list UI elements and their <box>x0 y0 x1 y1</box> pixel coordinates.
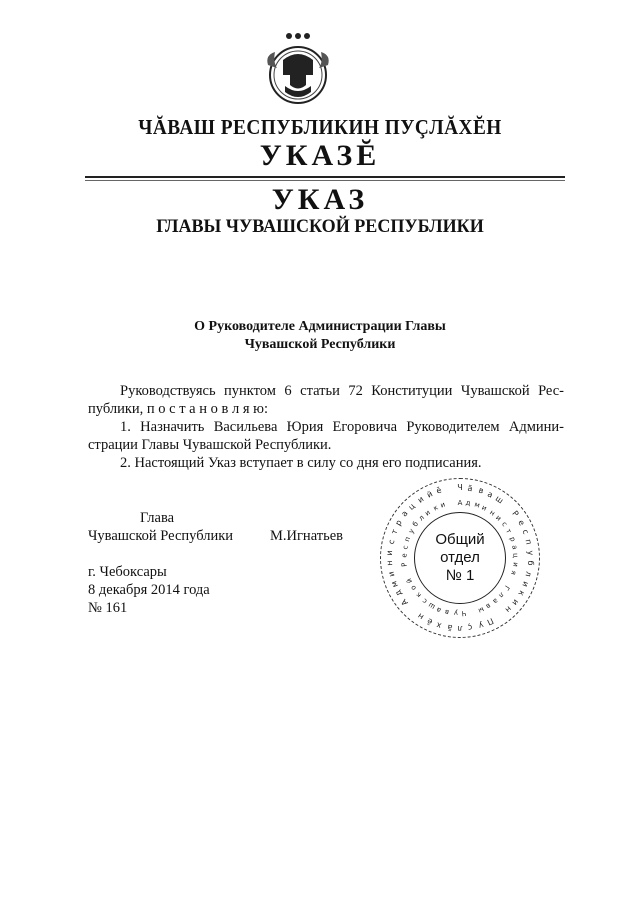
stamp-ring-char: р <box>393 518 405 528</box>
stamp-ring-char: д <box>393 588 405 598</box>
stamp-ring-char: п <box>523 538 534 546</box>
stamp-ring-char: и <box>509 597 521 607</box>
stamp-ring-char: ĕ <box>425 616 434 627</box>
stamp-center-line: Общий <box>435 531 485 548</box>
document-title-line: Чувашской Республики <box>244 337 396 352</box>
body-line: 1. Назначить Васильева Юрия Егоровича Руководителем Админи- <box>120 419 564 435</box>
stamp-ring-char: ц <box>511 553 520 559</box>
stamp-ring-char: л <box>496 590 506 600</box>
stamp-ring-char: А <box>457 498 463 507</box>
stamp-ring-char: н <box>487 507 497 518</box>
stamp-ring-char: м <box>389 579 400 589</box>
stamp-ring-char: и <box>415 494 425 505</box>
stamp-ring-char: и <box>494 513 503 523</box>
stamp-ring-char: к <box>431 503 440 513</box>
stamp-ring-char: р <box>507 535 517 543</box>
stamp-ring-char: с <box>420 596 429 606</box>
stamp-ring-char: ш <box>426 600 437 611</box>
stamp-ring-char: с <box>499 520 509 529</box>
stamp-ring-char: у <box>453 609 459 618</box>
stamp-ring-char: а <box>435 604 443 614</box>
stamp-ring-char: и <box>439 500 447 510</box>
signature-city: г. Чебоксары <box>88 564 167 580</box>
stamp-ring-char: ш <box>494 493 506 506</box>
stamp-ring-char: т <box>504 527 514 536</box>
stamp-ring-char: л <box>457 624 463 633</box>
stamp-ring-char: Р <box>400 561 410 567</box>
stamp-ring-char: и <box>385 549 395 556</box>
stamp-ring-char: с <box>386 539 397 546</box>
stamp-ring-char: в <box>477 485 485 496</box>
stamp-ring-char: а <box>510 544 519 551</box>
stamp-ring-char: н <box>502 604 513 615</box>
stamp-ring-char: ă <box>467 483 474 494</box>
stamp-ring-char: й <box>425 489 434 500</box>
stamp-ring-char: а <box>486 489 495 500</box>
header-chuvash-title: УКАЗĔ <box>259 139 381 172</box>
stamp-ring-char: и <box>423 508 433 518</box>
stamp-ring-char: л <box>417 513 426 523</box>
stamp-ring-char: с <box>401 544 410 551</box>
header-chuvash-line: ЧĂВАШ РЕСПУБЛИКИН ПУÇЛĂХĔН <box>138 115 502 139</box>
header-divider <box>85 176 565 178</box>
stamp-ring-char: ы <box>476 604 485 615</box>
document-title <box>0 318 640 354</box>
stamp-ring-char: Ч <box>461 609 467 618</box>
signature-date: 8 декабря 2014 года <box>88 582 210 598</box>
coat-of-arms-emblem <box>263 30 333 110</box>
stamp-ring-char: и <box>520 579 531 588</box>
header-divider-thin <box>85 180 565 181</box>
stamp-ring-char: д <box>465 498 472 508</box>
stamp-ring-char: Г <box>502 584 512 593</box>
document-title-line: О Руководителе Администрации Главы <box>194 319 446 334</box>
stamp-ring-char: ĕ <box>435 485 443 496</box>
stamp-ring-char: е <box>515 518 527 528</box>
header-russian-title: УКАЗ <box>271 183 369 216</box>
stamp-ring-char: о <box>408 584 418 593</box>
signature-name: М.Игнатьев <box>270 528 343 544</box>
stamp-ring-char: и <box>480 503 489 513</box>
stamp-ring-char: в <box>484 601 493 611</box>
stamp-ring-char: у <box>406 527 416 536</box>
stamp-ring-char: я <box>509 569 518 576</box>
stamp-ring-char: у <box>477 620 485 631</box>
stamp-ring-char: б <box>525 560 535 567</box>
stamp-ring-char: н <box>385 560 395 567</box>
body-line: страции Главы Чувашской Республики. <box>88 437 332 453</box>
stamp-ring-char: п <box>403 535 413 543</box>
stamp-ring-char: А <box>399 597 411 607</box>
stamp-ring-char: Ч <box>457 483 463 492</box>
stamp-ring-char: в <box>444 607 451 617</box>
stamp-ring-char: ц <box>406 501 418 512</box>
stamp-ring-char: т <box>389 528 400 537</box>
stamp-ring-char: л <box>523 570 534 578</box>
stamp-ring-char: Р <box>510 509 521 519</box>
stamp-ring-char: б <box>411 520 421 529</box>
stamp-ring-char: н <box>415 611 425 622</box>
stamp-ring-char: у <box>525 550 535 556</box>
stamp-ring-char: ă <box>446 622 453 633</box>
stamp-ring-char: к <box>515 588 527 598</box>
signature-position-republic: Чувашской Республики <box>88 528 234 544</box>
stamp-ring-char: а <box>491 596 500 606</box>
stamp-ring-char: и <box>386 570 397 578</box>
stamp-ring-char: а <box>399 509 410 519</box>
stamp-ring-char: е <box>400 553 409 559</box>
official-stamp <box>380 478 540 638</box>
stamp-ring-char: П <box>485 616 496 627</box>
stamp-ring-char: с <box>520 528 531 536</box>
header-russian-subtitle: ГЛАВЫ ЧУВАШСКОЙ РЕСПУБЛИКИ <box>156 216 484 237</box>
stamp-center-line: № 1 <box>445 567 475 584</box>
body-line: 2. Настоящий Указ вступает в силу со дня его подписания. <box>120 455 482 471</box>
stamp-center-line: отдел <box>440 549 480 566</box>
stamp-ring-char: м <box>473 500 481 510</box>
stamp-ring-char: й <box>404 576 414 585</box>
stamp-ring-char: х <box>435 620 443 631</box>
stamp-ring-char: к <box>414 590 423 600</box>
body-line: публики, п о с т а н о в л я ю: <box>88 401 268 417</box>
body-line: Руководствуясь пунктом 6 статьи 72 Конституции Чувашской Рес- <box>120 383 564 399</box>
signature-position: Глава <box>140 510 175 526</box>
stamp-ring-char: и <box>510 561 520 568</box>
stamp-ring-char: ç <box>467 622 474 633</box>
signature-number: № 161 <box>88 600 128 616</box>
